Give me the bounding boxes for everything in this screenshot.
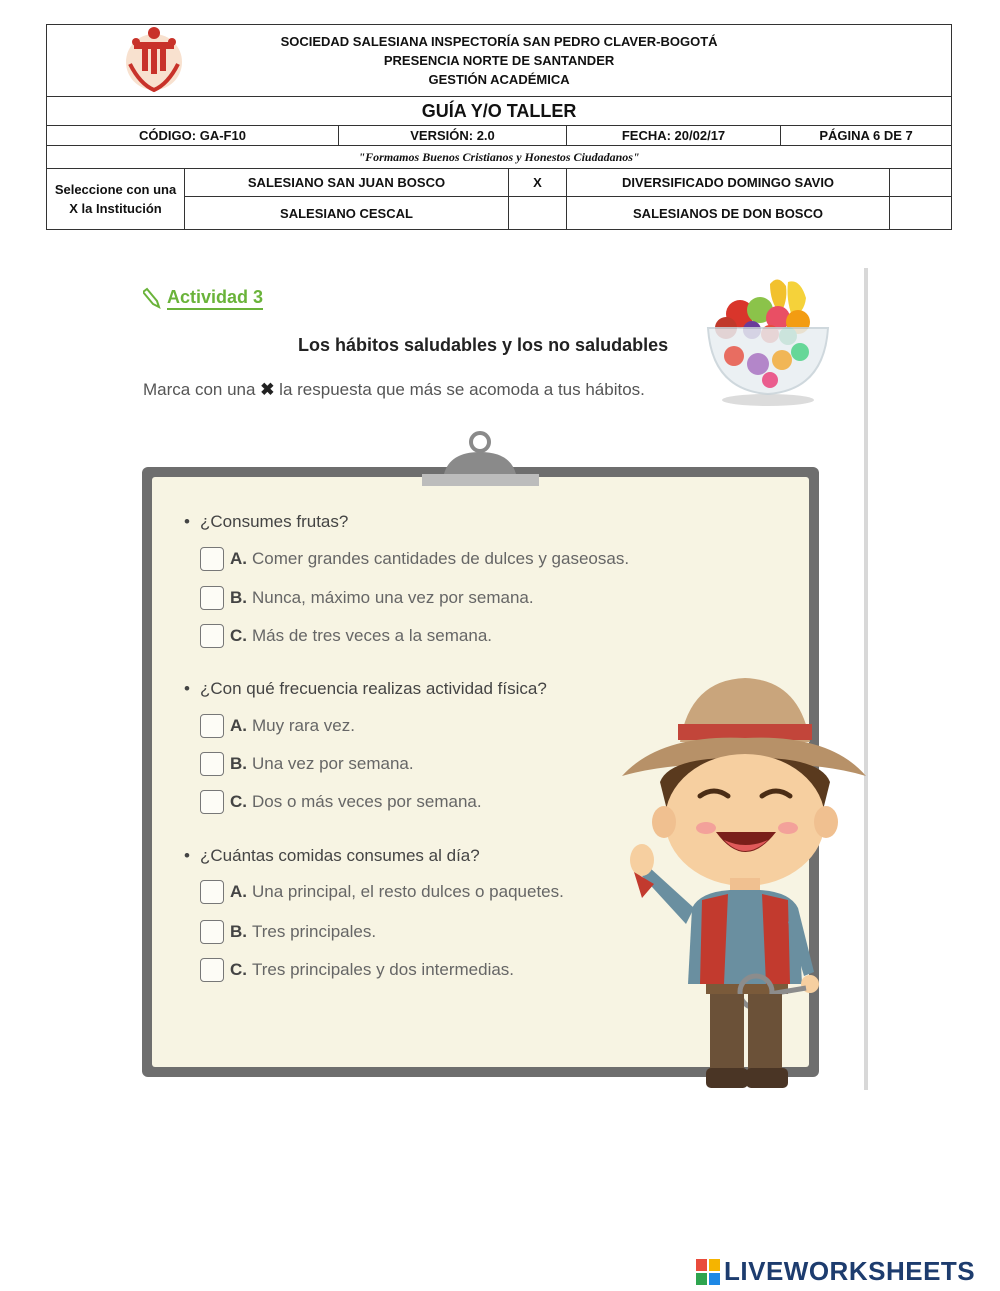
checkbox[interactable] (200, 714, 224, 738)
option-letter: C. (230, 960, 247, 979)
question-1-option-c[interactable] (200, 624, 492, 648)
option-text: Muy rara vez. (252, 716, 355, 735)
checkbox[interactable] (200, 586, 224, 610)
clipboard-clip-icon (420, 430, 540, 490)
option-letter: C. (230, 792, 247, 811)
doc-page: PÁGINA 6 DE 7 (781, 126, 952, 146)
activity-instruction (143, 380, 645, 400)
option-text: Una vez por semana. (252, 754, 414, 773)
bullet-icon: • (184, 679, 190, 698)
instruction-text-start: Marca con una (143, 380, 256, 399)
doc-code: CÓDIGO: GA-F10 (47, 126, 339, 146)
doc-date: FECHA: 20/02/17 (567, 126, 781, 146)
mark-cell-san-juan-bosco[interactable]: X (509, 169, 567, 197)
liveworksheets-brand[interactable] (696, 1256, 975, 1287)
checkbox[interactable] (200, 790, 224, 814)
option-text: Una principal, el resto dulces o paquetes. (252, 882, 564, 901)
activity-title: Los hábitos saludables y los no saludables (298, 335, 669, 355)
question-3-option-c[interactable] (200, 958, 514, 982)
checkbox[interactable] (200, 547, 224, 571)
question-2-option-b[interactable] (200, 752, 414, 776)
option-text: Dos o más veces por semana. (252, 792, 482, 811)
question-3-text: ¿Cuántas comidas consumes al día? (200, 846, 480, 865)
institution-branch: PRESENCIA NORTE DE SANTANDER (383, 53, 615, 68)
brand-name: LIVEWORKSHEETS (724, 1256, 976, 1286)
guide-title: GUÍA Y/O TALLER (47, 97, 952, 126)
question-1-option-b[interactable] (200, 586, 534, 610)
instruction-text-end: la respuesta que más se acomoda a tus hábitos. (279, 380, 645, 399)
question-3-option-a[interactable] (200, 880, 564, 904)
x-mark-icon: ✖ (260, 380, 275, 399)
liveworksheets-logo-icon (696, 1259, 720, 1285)
option-letter: A. (230, 882, 247, 901)
institution-option-domingo-savio: DIVERSIFICADO DOMINGO SAVIO (567, 169, 890, 197)
option-letter: B. (230, 588, 247, 607)
mark-cell-cescal[interactable] (509, 197, 567, 230)
question-2-text: ¿Con qué frecuencia realizas actividad física? (200, 679, 547, 698)
option-letter: A. (230, 716, 247, 735)
option-text: Más de tres veces a la semana. (252, 626, 493, 645)
select-institution-label: Seleccione con una X la Institución (47, 169, 185, 230)
salesian-logo-icon (120, 24, 188, 96)
checkbox[interactable] (200, 958, 224, 982)
checkbox[interactable] (200, 624, 224, 648)
pencil-icon (143, 287, 163, 309)
question-1-text: ¿Consumes frutas? (200, 512, 349, 531)
explorer-boy-icon (620, 672, 870, 1092)
institution-department: GESTIÓN ACADÉMICA (428, 72, 570, 87)
question-3-option-b[interactable] (200, 920, 376, 944)
option-letter: B. (230, 754, 247, 773)
doc-version: VERSIÓN: 2.0 (339, 126, 567, 146)
checkbox[interactable] (200, 752, 224, 776)
bullet-icon: • (184, 846, 190, 865)
checkbox[interactable] (200, 920, 224, 944)
institution-option-don-bosco: SALESIANOS DE DON BOSCO (567, 197, 890, 230)
question-2 (184, 679, 547, 699)
question-1-option-a[interactable] (200, 547, 629, 571)
option-text: Nunca, máximo una vez por semana. (252, 588, 534, 607)
institution-name: SOCIEDAD SALESIANA INSPECTORÍA SAN PEDRO CLAVER-BOGOTÁ (280, 34, 718, 49)
question-2-option-a[interactable] (200, 714, 355, 738)
motto: "Formamos Buenos Cristianos y Honestos Ciudadanos" (47, 146, 952, 169)
question-3 (184, 846, 480, 866)
fruit-bowl-icon (700, 272, 835, 412)
option-text: Comer grandes cantidades de dulces y gaseosas. (252, 549, 630, 568)
option-letter: C. (230, 626, 247, 645)
question-2-option-c[interactable] (200, 790, 482, 814)
institution-option-cescal: SALESIANO CESCAL (185, 197, 509, 230)
option-text: Tres principales. (252, 922, 377, 941)
institution-option-san-juan-bosco: SALESIANO SAN JUAN BOSCO (185, 169, 509, 197)
activity-label: Actividad 3 (167, 286, 263, 310)
option-letter: B. (230, 922, 247, 941)
checkbox[interactable] (200, 880, 224, 904)
mark-cell-don-bosco[interactable] (890, 197, 952, 230)
option-letter: A. (230, 549, 247, 568)
mark-cell-domingo-savio[interactable] (890, 169, 952, 197)
option-text: Tres principales y dos intermedias. (252, 960, 515, 979)
bullet-icon: • (184, 512, 190, 531)
activity-heading (143, 286, 263, 310)
question-1 (184, 512, 348, 532)
